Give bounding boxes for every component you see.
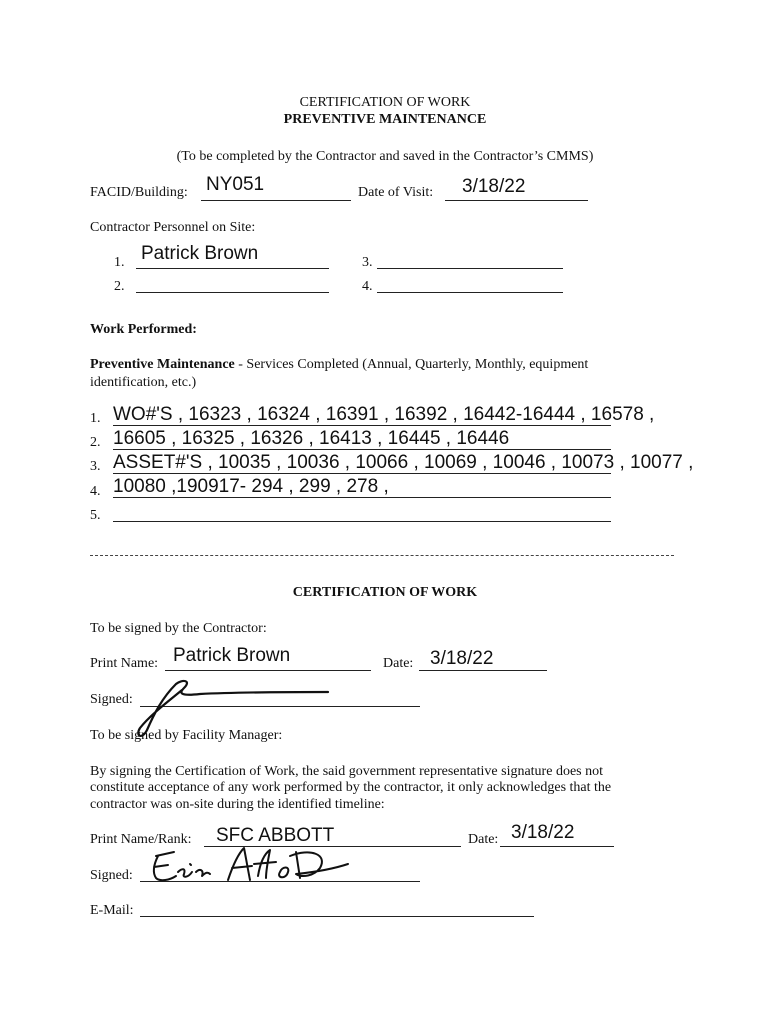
personnel-line — [377, 292, 563, 293]
facid-line — [201, 200, 351, 201]
manager-signature[interactable] — [140, 842, 355, 890]
facid-label: FACID/Building: — [90, 185, 188, 200]
manager-date-line — [500, 846, 614, 847]
instruction-text: (To be completed by the Contractor and saved in the Contractor’s CMMS) — [176, 149, 594, 164]
doc-title: CERTIFICATION OF WORK — [299, 95, 471, 110]
contractor-date-field[interactable]: 3/18/22 — [430, 648, 494, 669]
work-num: 3. — [90, 459, 101, 474]
contractor-signed-label: Signed: — [90, 692, 133, 707]
manager-date-label: Date: — [468, 832, 499, 847]
manager-sign-label: To be signed by Facility Manager: — [90, 728, 283, 743]
work-line — [113, 521, 611, 522]
personnel-field-1[interactable]: Patrick Brown — [141, 243, 259, 264]
work-num: 1. — [90, 411, 101, 426]
personnel-num: 2. — [114, 279, 125, 294]
personnel-line — [377, 268, 563, 269]
email-label: E-Mail: — [90, 903, 134, 918]
disclaimer-line-1: By signing the Certification of Work, the said government representative signature does not — [90, 764, 603, 779]
work-field-4[interactable]: 10080 ,190917- 294 , 299 , 278 , — [113, 476, 389, 497]
pm-description-cont: identification, etc.) — [90, 375, 197, 390]
work-num: 4. — [90, 484, 101, 499]
section-divider — [90, 555, 674, 556]
work-field-1[interactable]: WO#'S , 16323 , 16324 , 16391 , 16392 , 16442-16444 , 16578 , — [113, 404, 655, 425]
personnel-num: 4. — [362, 279, 373, 294]
personnel-line — [136, 268, 329, 269]
print-name-label: Print Name: — [90, 656, 159, 671]
work-heading: Work Performed: — [90, 322, 197, 337]
print-name-field[interactable]: Patrick Brown — [173, 645, 291, 666]
personnel-num: 1. — [114, 255, 125, 270]
work-num: 2. — [90, 435, 101, 450]
pm-description — [90, 357, 588, 373]
pm-text: - Services Completed (Annual, Quarterly, Monthly, equipment — [234, 357, 589, 372]
personnel-line — [136, 292, 329, 293]
email-line — [140, 916, 534, 917]
manager-signed-label: Signed: — [90, 868, 133, 883]
visit-date-line — [445, 200, 588, 201]
facid-field[interactable]: NY051 — [206, 174, 265, 195]
disclaimer-line-3: contractor was on-site during the identified timeline: — [90, 797, 385, 812]
rank-label: Print Name/Rank: — [90, 832, 192, 847]
work-field-3[interactable]: ASSET#'S , 10035 , 10036 , 10066 , 10069 , 10046 , 10073 , 10077 , — [113, 452, 694, 473]
rank-field[interactable]: SFC ABBOTT — [216, 825, 335, 846]
disclaimer-line-2: constitute acceptance of any work performed by the contractor, it only acknowledges that the — [90, 780, 612, 795]
contractor-date-line — [419, 670, 547, 671]
certification-heading: CERTIFICATION OF WORK — [292, 585, 478, 600]
work-field-2[interactable]: 16605 , 16325 , 16326 , 16413 , 16445 , 16446 — [113, 428, 510, 449]
visit-date-field[interactable]: 3/18/22 — [462, 176, 526, 197]
doc-subtitle: PREVENTIVE MAINTENANCE — [283, 112, 487, 127]
visit-date-label: Date of Visit: — [358, 185, 434, 200]
personnel-num: 3. — [362, 255, 373, 270]
pm-label: Preventive Maintenance — [90, 357, 235, 372]
personnel-label: Contractor Personnel on Site: — [90, 220, 256, 235]
manager-date-field[interactable]: 3/18/22 — [511, 822, 575, 843]
contractor-date-label: Date: — [383, 656, 414, 671]
contractor-sign-label: To be signed by the Contractor: — [90, 621, 267, 636]
work-num: 5. — [90, 508, 101, 523]
